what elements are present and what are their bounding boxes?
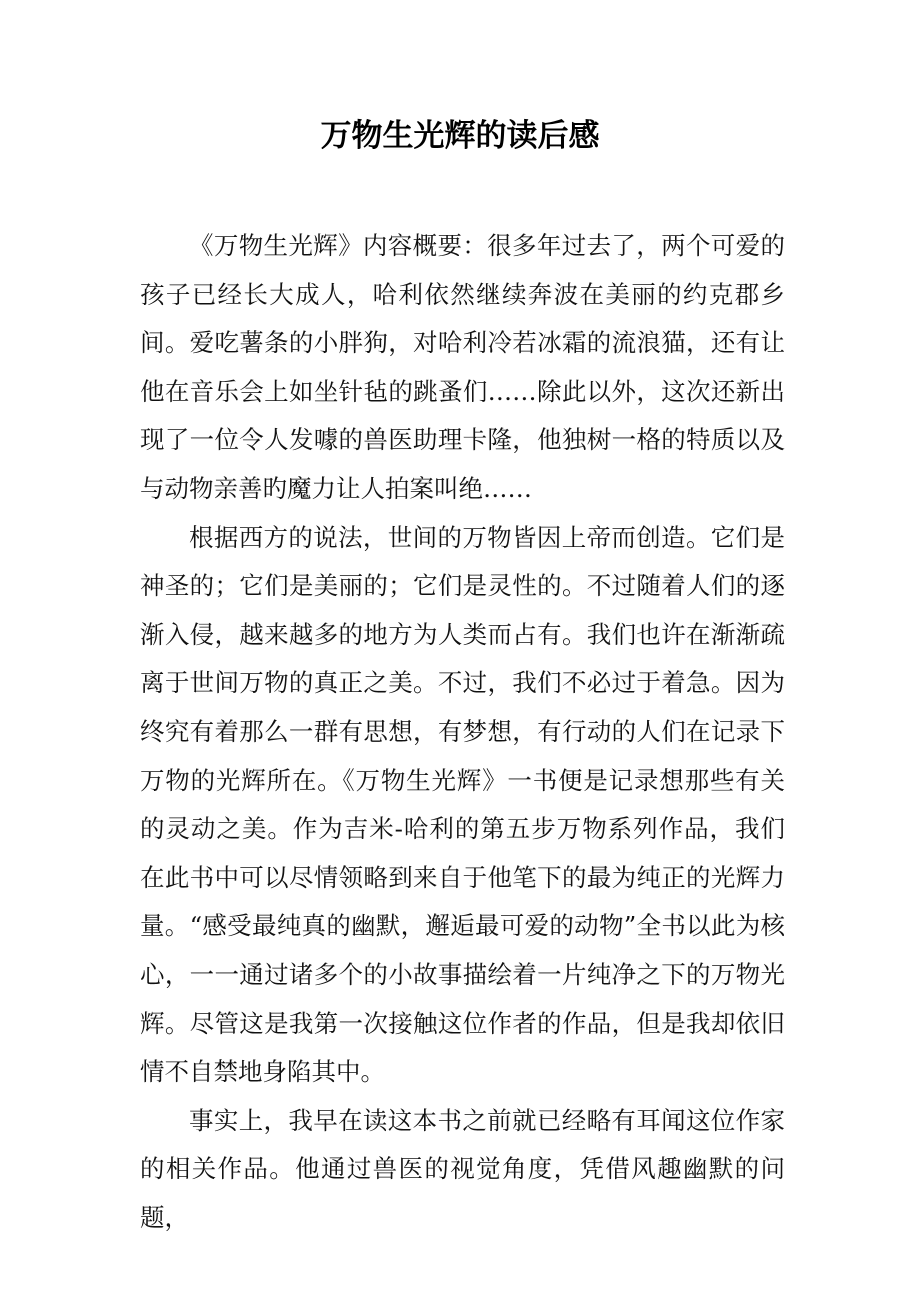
document-title: 万物生光辉的读后感 [320, 118, 600, 154]
paragraph-prior-knowledge: 事实上，我早在读这本书之前就已经略有耳闻这位作家的相关作品。他通过兽医的视觉角度，凭借风趣幽默的问题， [140, 1105, 785, 1232]
paragraph-summary: 《万物生光辉》内容概要：很多年过去了，两个可爱的孩子已经长大成人，哈利依然继续奔波在美丽的约克郡乡间。爱吃薯条的小胖狗，对哈利冷若冰霜的流浪猫，还有让他在音乐会上如坐针毡的跳蚤们……除此以外，这次还新出现了一位令人发噱的兽医助理卡隆，他独树一格的特质以及与动物亲善旳魔力让人拍案叫绝…… [140, 231, 785, 503]
document-body [140, 222, 785, 1242]
paragraph-western-view: 根据西方的说法，世间的万物皆因上帝而创造。它们是神圣的；它们是美丽的；它们是灵性的。不过随着人们的逐渐入侵，越来越多的地方为人类而占有。我们也许在渐渐疏离于世间万物的真正之美。不过，我们不必过于着急。因为终究有着那么一群有思想，有梦想，有行动的人们在记录下万物的光辉所在。《万物生光辉》一书便是记录想那些有关的灵动之美。作为吉米-哈利的第五步万物系列作品，我们在此书中可以尽情领略到来自于他笔下的最为纯正的光辉力量。“感受最纯真的幽默，邂逅最可爱的动物”全书以此为核心，一一通过诸多个的小故事描绘着一片纯净之下的万物光辉。尽管这是我第一次接触这位作者的作品，但是我却依旧情不自禁地身陷其中。 [140, 522, 785, 1087]
